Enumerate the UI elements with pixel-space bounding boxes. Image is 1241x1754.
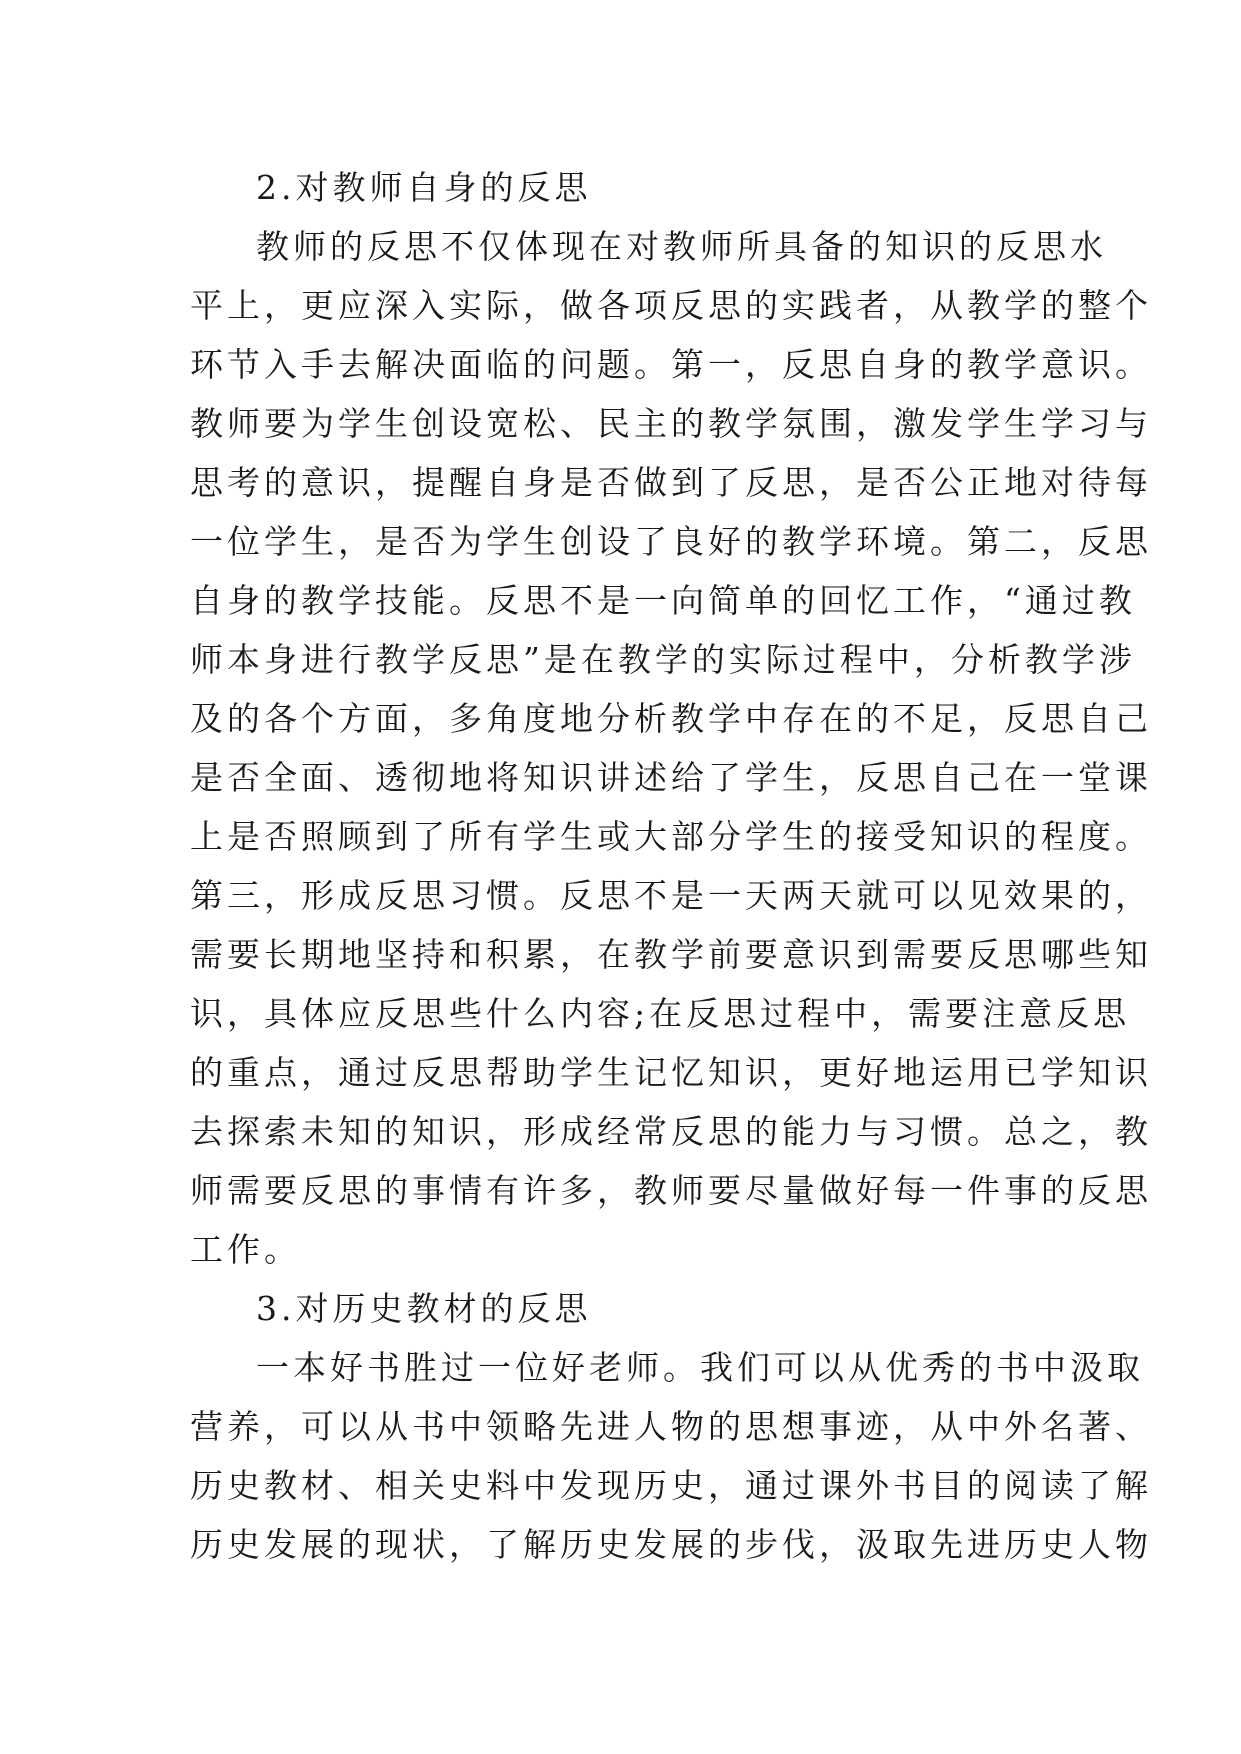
text-line: 环节入手去解决面临的问题。第一，反思自身的教学意识。 — [190, 345, 1152, 384]
text-line: 历史发展的现状，了解历史发展的步伐，汲取先进历史人物 — [190, 1525, 1152, 1564]
text-line: 营养，可以从书中领略先进人物的思想事迹，从中外名著、 — [190, 1407, 1152, 1446]
paragraph-start-line: 2.对教师自身的反思 — [256, 168, 592, 207]
paragraph-start-line: 一本好书胜过一位好老师。我们可以从优秀的书中汲取 — [256, 1348, 1144, 1387]
text-line: 是否全面、透彻地将知识讲述给了学生，反思自己在一堂课 — [190, 758, 1152, 797]
text-line: 的重点，通过反思帮助学生记忆知识，更好地运用已学知识 — [190, 1053, 1152, 1092]
text-line: 师本身进行教学反思”是在教学的实际过程中，分析教学涉 — [190, 640, 1136, 679]
text-line: 历史教材、相关史料中发现历史，通过课外书目的阅读了解 — [190, 1466, 1152, 1505]
paragraph-start-line: 教师的反思不仅体现在对教师所具备的知识的反思水 — [256, 227, 1107, 266]
text-line: 教师要为学生创设宽松、民主的教学氛围，激发学生学习与 — [190, 404, 1152, 443]
text-line: 需要长期地坚持和积累，在教学前要意识到需要反思哪些知 — [190, 935, 1152, 974]
document-body — [190, 158, 1152, 1574]
text-line: 师需要反思的事情有许多，教师要尽量做好每一件事的反思 — [190, 1171, 1152, 1210]
text-line: 工作。 — [190, 1230, 301, 1269]
text-line: 上是否照顾到了所有学生或大部分学生的接受知识的程度。 — [190, 817, 1152, 856]
text-line: 一位学生，是否为学生创设了良好的教学环境。第二，反思 — [190, 522, 1152, 561]
text-line: 思考的意识，提醒自身是否做到了反思，是否公正地对待每 — [190, 463, 1152, 502]
text-line: 去探索未知的知识，形成经常反思的能力与习惯。总之，教 — [190, 1112, 1152, 1151]
paragraph-start-line: 3.对历史教材的反思 — [256, 1289, 592, 1328]
text-line: 自身的教学技能。反思不是一向简单的回忆工作，“通过教 — [190, 581, 1136, 620]
text-line: 第三，形成反思习惯。反思不是一天两天就可以见效果的， — [190, 876, 1152, 915]
text-line: 平上，更应深入实际，做各项反思的实践者，从教学的整个 — [190, 286, 1152, 325]
text-line: 及的各个方面，多角度地分析教学中存在的不足，反思自己 — [190, 699, 1152, 738]
text-line: 识，具体应反思些什么内容;在反思过程中，需要注意反思 — [190, 994, 1131, 1033]
